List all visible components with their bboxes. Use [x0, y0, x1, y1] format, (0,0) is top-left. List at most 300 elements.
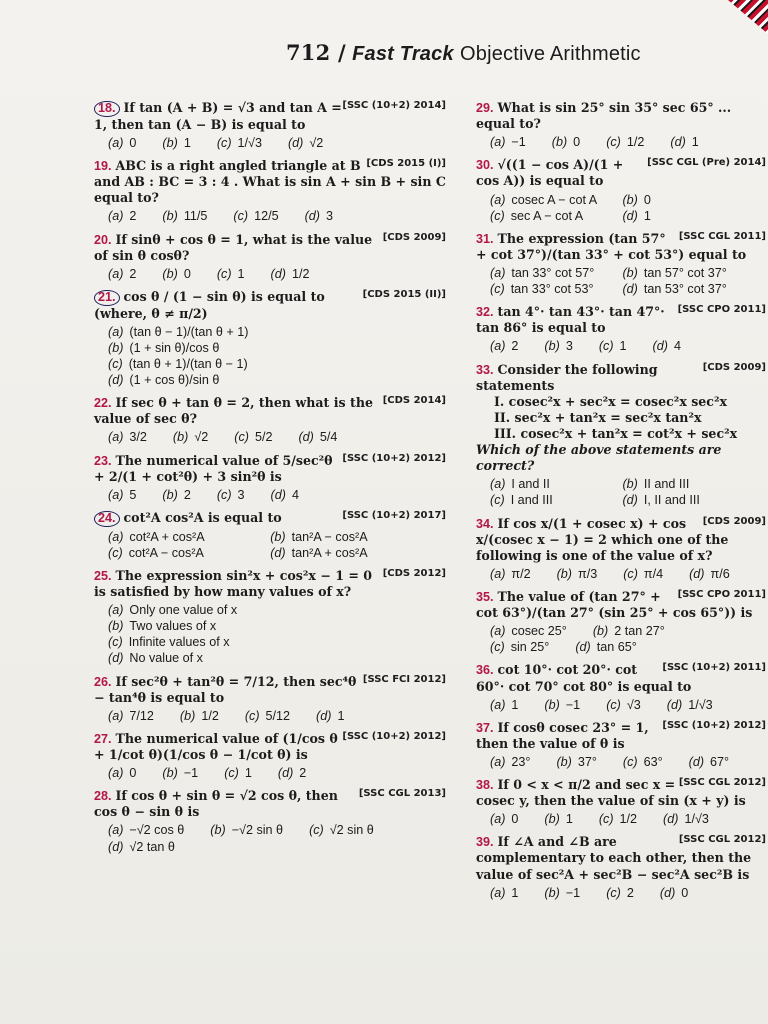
question-text: If sec θ + tan θ = 2, then what is the value of sec θ? — [94, 395, 373, 427]
option-text: 1/2 — [619, 812, 638, 827]
option-text: 3 — [326, 209, 334, 224]
exam-source: [CDS 2014] — [382, 395, 446, 407]
question-text: If cos x/(1 + cosec x) + cos x/(cosec x − 1) = 2 which one of the following is one of the value of x? — [476, 515, 729, 563]
option-letter: (c) — [108, 357, 123, 371]
option-letter: (a) — [108, 430, 124, 445]
option-text: √2 — [309, 135, 324, 150]
option-text: 1 — [244, 766, 252, 781]
answer-option[interactable] — [490, 281, 622, 297]
answer-option[interactable] — [162, 208, 207, 224]
option-letter: (d) — [108, 839, 124, 854]
answer-option[interactable] — [544, 811, 572, 827]
answer-option[interactable] — [217, 266, 245, 282]
options-list — [94, 708, 446, 724]
answer-option[interactable] — [490, 623, 567, 639]
option-text: 23° — [511, 754, 531, 769]
option-letter: (c) — [490, 493, 505, 508]
option-letter: (b) — [270, 529, 286, 544]
exam-source: [SSC (10+2) 2012] — [342, 452, 446, 464]
option-text: 11/5 — [183, 209, 208, 224]
option-text: 1/√3 — [684, 812, 709, 827]
answer-option[interactable] — [622, 208, 754, 224]
question-item — [94, 100, 446, 151]
exam-source: [SSC CPO 2011] — [677, 304, 766, 316]
option-text: 5/12 — [265, 708, 291, 723]
answer-option[interactable] — [599, 338, 627, 354]
answer-option[interactable] — [670, 134, 698, 150]
option-letter: (b) — [556, 566, 573, 581]
exam-source: [SSC (10+2) 2014] — [342, 100, 446, 111]
option-text: (tan θ − 1)/(tan θ + 1) — [129, 324, 249, 339]
options-list — [476, 697, 766, 713]
option-letter: (a) — [490, 624, 506, 639]
answer-option[interactable] — [108, 487, 136, 503]
option-letter: (a) — [108, 766, 124, 781]
option-letter: (a) — [108, 603, 124, 618]
option-letter: (c) — [598, 812, 614, 827]
question-item — [476, 231, 766, 297]
statement-line: II. sec²x + tan²x = sec²x tan²x — [494, 409, 702, 425]
answer-option[interactable] — [108, 708, 154, 724]
answer-option[interactable] — [108, 765, 136, 781]
answer-option[interactable] — [108, 340, 420, 356]
answer-option[interactable] — [490, 208, 622, 224]
answer-option[interactable] — [316, 708, 344, 724]
answer-option[interactable] — [108, 602, 420, 618]
option-text: 2 — [129, 209, 137, 224]
options-list — [94, 765, 446, 781]
answer-option[interactable] — [557, 566, 598, 582]
question-item — [94, 731, 446, 781]
answer-option[interactable] — [305, 208, 333, 224]
options-list — [94, 266, 446, 282]
option-text: π/3 — [578, 566, 598, 581]
answer-option[interactable] — [270, 545, 432, 561]
option-letter: (a) — [490, 697, 506, 712]
option-text: 0 — [183, 266, 191, 281]
statement-question: Which of the above statements are correct? — [476, 442, 722, 474]
option-letter: (c) — [224, 766, 239, 781]
option-text: tan²A − cos²A — [291, 529, 368, 544]
option-text: 37° — [577, 754, 597, 769]
answer-option[interactable] — [108, 208, 136, 224]
answer-option[interactable] — [623, 566, 663, 582]
question-number: 25. — [94, 568, 112, 583]
answer-option[interactable] — [490, 639, 549, 655]
option-letter: (d) — [652, 339, 668, 354]
option-text: 0 — [129, 135, 137, 150]
question-item — [94, 453, 446, 503]
options-list — [94, 487, 446, 503]
option-text: 2 tan 27° — [614, 624, 665, 639]
question-item — [476, 777, 766, 827]
options-list — [476, 566, 766, 582]
answer-option[interactable] — [217, 487, 245, 503]
answer-option[interactable] — [108, 324, 420, 340]
answer-option[interactable] — [217, 135, 262, 151]
option-letter: (a) — [108, 708, 124, 723]
answer-option[interactable] — [108, 839, 175, 855]
answer-option[interactable] — [210, 822, 283, 838]
option-text: 1/√3 — [688, 697, 713, 712]
option-letter: (c) — [490, 208, 505, 223]
answer-option[interactable] — [622, 492, 754, 508]
question-number: 33. — [476, 362, 494, 377]
option-letter: (a) — [108, 823, 124, 838]
option-letter: (a) — [490, 754, 506, 769]
answer-option[interactable] — [108, 618, 420, 634]
exam-source: [SSC CGL 2013] — [358, 788, 446, 800]
options-list — [94, 822, 446, 854]
option-text: 1/√3 — [237, 135, 262, 150]
option-text: 2 — [129, 266, 137, 281]
right-column — [476, 100, 766, 908]
option-letter: (d) — [688, 754, 705, 769]
option-letter: (a) — [490, 812, 506, 827]
exam-source: [CDS 2009] — [702, 361, 766, 373]
option-text: 1 — [183, 135, 191, 150]
option-letter: (d) — [108, 373, 124, 388]
answer-option[interactable] — [575, 639, 636, 655]
question-number: 38. — [476, 778, 494, 793]
answer-option[interactable] — [108, 266, 136, 282]
option-letter: (a) — [108, 487, 124, 502]
option-letter: (c) — [598, 339, 614, 354]
exam-source: [CDS 2009] — [382, 231, 446, 243]
exam-source: [SSC FCI 2012] — [362, 673, 446, 685]
answer-option[interactable] — [108, 356, 420, 372]
option-text: cosec A − cot A — [511, 192, 598, 207]
option-letter: (a) — [490, 265, 506, 280]
answer-option[interactable] — [162, 765, 198, 781]
option-letter: (a) — [490, 135, 506, 150]
option-letter: (d) — [659, 885, 676, 900]
question-item — [476, 100, 766, 150]
option-text: 1 — [337, 708, 345, 723]
answer-option[interactable] — [108, 135, 136, 151]
answer-option[interactable] — [622, 281, 754, 297]
page-header — [286, 40, 641, 66]
option-letter: (d) — [666, 697, 683, 712]
option-letter: (b) — [544, 885, 560, 900]
answer-option[interactable] — [490, 566, 531, 582]
question-text: If sinθ + cos θ = 1, what is the value of sin θ cosθ? — [94, 231, 373, 263]
answer-option[interactable] — [490, 338, 518, 354]
option-letter: (d) — [270, 545, 286, 560]
question-text: If cosθ cosec 23° = 1, then the value of θ is — [476, 719, 649, 751]
question-text: The numerical value of 5/sec²θ + 2/(1 + cot²θ) + 3 sin²θ is — [94, 452, 333, 484]
option-letter: (c) — [490, 640, 505, 655]
option-text: 5/2 — [254, 430, 273, 445]
option-text: 5/4 — [319, 430, 338, 445]
option-letter: (d) — [316, 708, 332, 723]
answer-option[interactable] — [490, 476, 622, 492]
answer-option[interactable] — [653, 338, 681, 354]
question-number: 23. — [94, 453, 112, 468]
answer-option[interactable] — [108, 822, 184, 838]
answer-option[interactable] — [233, 208, 278, 224]
exam-source: [SSC CGL 2011] — [678, 230, 766, 242]
question-item — [94, 158, 446, 224]
answer-option[interactable] — [667, 697, 713, 713]
option-letter: (a) — [108, 135, 124, 150]
question-text: cot 10°· cot 20°· cot 60°· cot 70° cot 80° is equal to — [476, 662, 692, 694]
answer-option[interactable] — [622, 265, 754, 281]
option-letter: (b) — [544, 339, 560, 354]
option-text: 67° — [710, 754, 730, 769]
question-item — [94, 395, 446, 445]
options-list — [94, 135, 446, 151]
answer-option[interactable] — [271, 487, 299, 503]
option-letter: (d) — [270, 266, 286, 281]
option-text: 63° — [643, 754, 663, 769]
exam-source: [SSC (10+2) 2017] — [342, 509, 446, 521]
exam-source: [SSC CGL 2012] — [678, 777, 766, 789]
question-item — [476, 362, 766, 509]
question-text: Consider the following statements — [476, 361, 658, 393]
question-item — [94, 568, 446, 667]
answer-option[interactable] — [288, 135, 323, 151]
option-text: 1 — [691, 135, 699, 150]
question-number: 18. — [94, 101, 120, 117]
answer-option[interactable] — [490, 885, 518, 901]
answer-option[interactable] — [162, 487, 190, 503]
statement-line: III. cosec²x + tan²x = cot²x + sec²x — [494, 425, 738, 441]
option-text: sec A − cot A — [510, 208, 584, 223]
exam-source: [SSC (10+2) 2012] — [662, 719, 766, 731]
question-number: 22. — [94, 396, 112, 411]
option-letter: (d) — [689, 566, 705, 581]
option-text: 12/5 — [254, 209, 279, 224]
option-letter: (c) — [216, 487, 232, 502]
question-number: 24. — [94, 511, 120, 527]
option-letter: (b) — [108, 340, 124, 355]
option-letter: (c) — [233, 209, 249, 224]
option-letter: (c) — [606, 885, 621, 900]
option-text: √2 — [194, 430, 209, 445]
exam-source: [SSC CGL (Pre) 2014] — [647, 157, 766, 169]
options-list — [476, 192, 766, 224]
question-number: 29. — [476, 101, 494, 115]
answer-option[interactable] — [623, 754, 663, 770]
answer-option[interactable] — [309, 822, 374, 838]
answer-option[interactable] — [552, 134, 580, 150]
option-letter: (c) — [622, 754, 638, 769]
question-item — [476, 516, 766, 582]
options-list — [476, 476, 766, 508]
option-letter: (d) — [575, 640, 591, 655]
option-letter: (b) — [179, 708, 196, 723]
answer-option[interactable] — [298, 429, 337, 445]
option-text: 1 — [511, 885, 519, 900]
question-text: If 0 < x < π/2 and sec x = cosec y, then the value of sin (x + y) is — [476, 777, 746, 809]
question-number: 30. — [476, 158, 494, 173]
option-text: √2 sin θ — [329, 823, 374, 838]
option-letter: (a) — [108, 529, 124, 544]
options-list — [476, 134, 766, 150]
answer-option[interactable] — [490, 754, 530, 770]
option-letter: (b) — [162, 266, 178, 281]
option-letter: (d) — [622, 208, 638, 223]
question-text: The value of (tan 27° + cot 63°)/(tan 27° (sin 25° + cos 65°)) is — [476, 588, 753, 621]
question-number: 19. — [94, 159, 112, 174]
option-text: 0 — [681, 885, 689, 900]
option-text: 3 — [237, 487, 245, 502]
option-text: 3 — [565, 339, 573, 354]
answer-option[interactable] — [490, 265, 622, 281]
answer-option[interactable] — [606, 697, 641, 713]
question-number: 36. — [476, 663, 494, 678]
question-text: cot²A cos²A is equal to — [123, 509, 282, 525]
answer-option[interactable] — [490, 697, 518, 713]
option-text: 3/2 — [129, 430, 147, 445]
exam-source: [SSC (10+2) 2012] — [342, 730, 446, 742]
answer-option[interactable] — [108, 372, 420, 388]
answer-option[interactable] — [622, 476, 754, 492]
option-letter: (d) — [670, 135, 686, 150]
answer-option[interactable] — [162, 266, 190, 282]
option-text: (1 + cos θ)/sin θ — [129, 373, 220, 388]
options-list — [476, 623, 766, 655]
option-text: −1 — [565, 697, 581, 712]
answer-option[interactable] — [108, 529, 270, 545]
exam-source: [CDS 2015 (II)] — [362, 288, 446, 300]
question-text: If cos θ + sin θ = √2 cos θ, then cos θ − sin θ is — [94, 788, 338, 820]
question-number: 26. — [94, 674, 112, 689]
answer-option[interactable] — [108, 545, 270, 561]
answer-option[interactable] — [544, 697, 580, 713]
answer-option[interactable] — [224, 765, 252, 781]
answer-option[interactable] — [556, 754, 596, 770]
option-text: 1/2 — [291, 266, 310, 281]
options-list — [476, 885, 766, 901]
answer-option[interactable] — [660, 885, 688, 901]
option-text: −1 — [565, 885, 581, 900]
option-text: π/2 — [511, 566, 531, 581]
option-text: −√2 cos θ — [129, 823, 185, 838]
question-text: If ∠A and ∠B are complementary to each other, then the value of sec²A + sec²B − sec²A sec²B is — [476, 834, 752, 882]
option-letter: (d) — [270, 487, 286, 502]
answer-option[interactable] — [663, 811, 709, 827]
options-list — [94, 529, 446, 561]
option-letter: (b) — [556, 754, 572, 769]
option-text: 2 — [299, 766, 307, 781]
answer-option[interactable] — [490, 192, 622, 208]
exam-source: [SSC (10+2) 2011] — [662, 662, 766, 674]
exam-source: [CDS 2015 (I)] — [366, 158, 446, 170]
option-text: −1 — [183, 766, 199, 781]
answer-option[interactable] — [270, 529, 432, 545]
answer-option[interactable] — [490, 811, 518, 827]
answer-option[interactable] — [606, 134, 644, 150]
question-item — [476, 304, 766, 354]
question-item — [94, 510, 446, 561]
answer-option[interactable] — [271, 266, 310, 282]
answer-option[interactable] — [108, 429, 147, 445]
option-text: (1 + sin θ)/cos θ — [129, 340, 220, 355]
option-letter: (a) — [108, 209, 124, 224]
question-item — [94, 289, 446, 388]
question-text: The numerical value of (1/cos θ + 1/cot θ)(1/cos θ − 1/cot θ) is — [94, 730, 338, 763]
answer-option[interactable] — [245, 708, 290, 724]
corner-decoration — [728, 0, 768, 34]
question-text: cos θ / (1 − sin θ) is equal to (where, θ ≠ π/2) — [94, 288, 325, 321]
options-list — [94, 429, 446, 445]
question-text: What is sin 25° sin 35° sec 65° ... equal to? — [476, 100, 732, 132]
answer-option[interactable] — [544, 885, 580, 901]
option-text: Infinite values of x — [128, 635, 230, 650]
answer-option[interactable] — [490, 492, 622, 508]
option-letter: (b) — [592, 624, 609, 639]
answer-option[interactable] — [689, 754, 729, 770]
option-letter: (a) — [108, 266, 124, 281]
answer-option[interactable] — [622, 192, 754, 208]
question-item — [94, 674, 446, 724]
option-text: No value of x — [129, 651, 203, 666]
answer-option[interactable] — [278, 765, 306, 781]
answer-option[interactable] — [593, 623, 665, 639]
answer-option[interactable] — [544, 338, 572, 354]
option-letter: (b) — [622, 192, 638, 207]
option-text: cosec 25° — [511, 624, 567, 639]
answer-option[interactable] — [599, 811, 637, 827]
answer-option[interactable] — [689, 566, 730, 582]
answer-option[interactable] — [173, 429, 208, 445]
question-number: 28. — [94, 789, 112, 804]
option-text: π/4 — [643, 566, 664, 581]
option-text: tan 33° cot 53° — [510, 282, 594, 297]
option-letter: (c) — [623, 566, 638, 581]
question-number: 27. — [94, 731, 112, 746]
option-letter: (b) — [210, 823, 226, 838]
option-text: √3 — [626, 697, 641, 712]
option-letter: (c) — [309, 823, 324, 838]
option-letter: (d) — [108, 651, 124, 666]
question-number: 39. — [476, 835, 494, 850]
answer-option[interactable] — [490, 134, 526, 150]
option-letter: (c) — [216, 135, 232, 150]
option-letter: (b) — [172, 430, 189, 445]
option-letter: (d) — [304, 209, 321, 224]
statement-line: I. cosec²x + sec²x = cosec²x sec²x — [494, 393, 728, 409]
option-letter: (d) — [287, 135, 304, 150]
option-text: Only one value of x — [129, 603, 238, 618]
answer-option[interactable] — [234, 429, 272, 445]
answer-option[interactable] — [606, 885, 634, 901]
answer-option[interactable] — [108, 634, 420, 650]
option-letter: (b) — [622, 265, 638, 280]
option-letter: (a) — [108, 324, 124, 339]
option-letter: (c) — [234, 430, 249, 445]
option-text: II and III — [643, 477, 690, 492]
option-text: −1 — [511, 135, 526, 150]
answer-option[interactable] — [108, 650, 420, 666]
answer-option[interactable] — [162, 135, 190, 151]
options-list — [476, 265, 766, 297]
option-letter: (a) — [490, 339, 506, 354]
option-letter: (a) — [490, 566, 506, 581]
option-text: cot²A − cos²A — [128, 545, 204, 560]
option-letter: (c) — [490, 282, 505, 297]
option-letter: (a) — [490, 477, 506, 492]
answer-option[interactable] — [180, 708, 219, 724]
option-text: 1 — [237, 266, 245, 281]
page-number: 712 / — [286, 40, 346, 65]
option-text: 0 — [511, 812, 519, 827]
option-text: π/6 — [710, 566, 730, 581]
option-text: 0 — [643, 192, 651, 207]
question-item — [476, 662, 766, 712]
